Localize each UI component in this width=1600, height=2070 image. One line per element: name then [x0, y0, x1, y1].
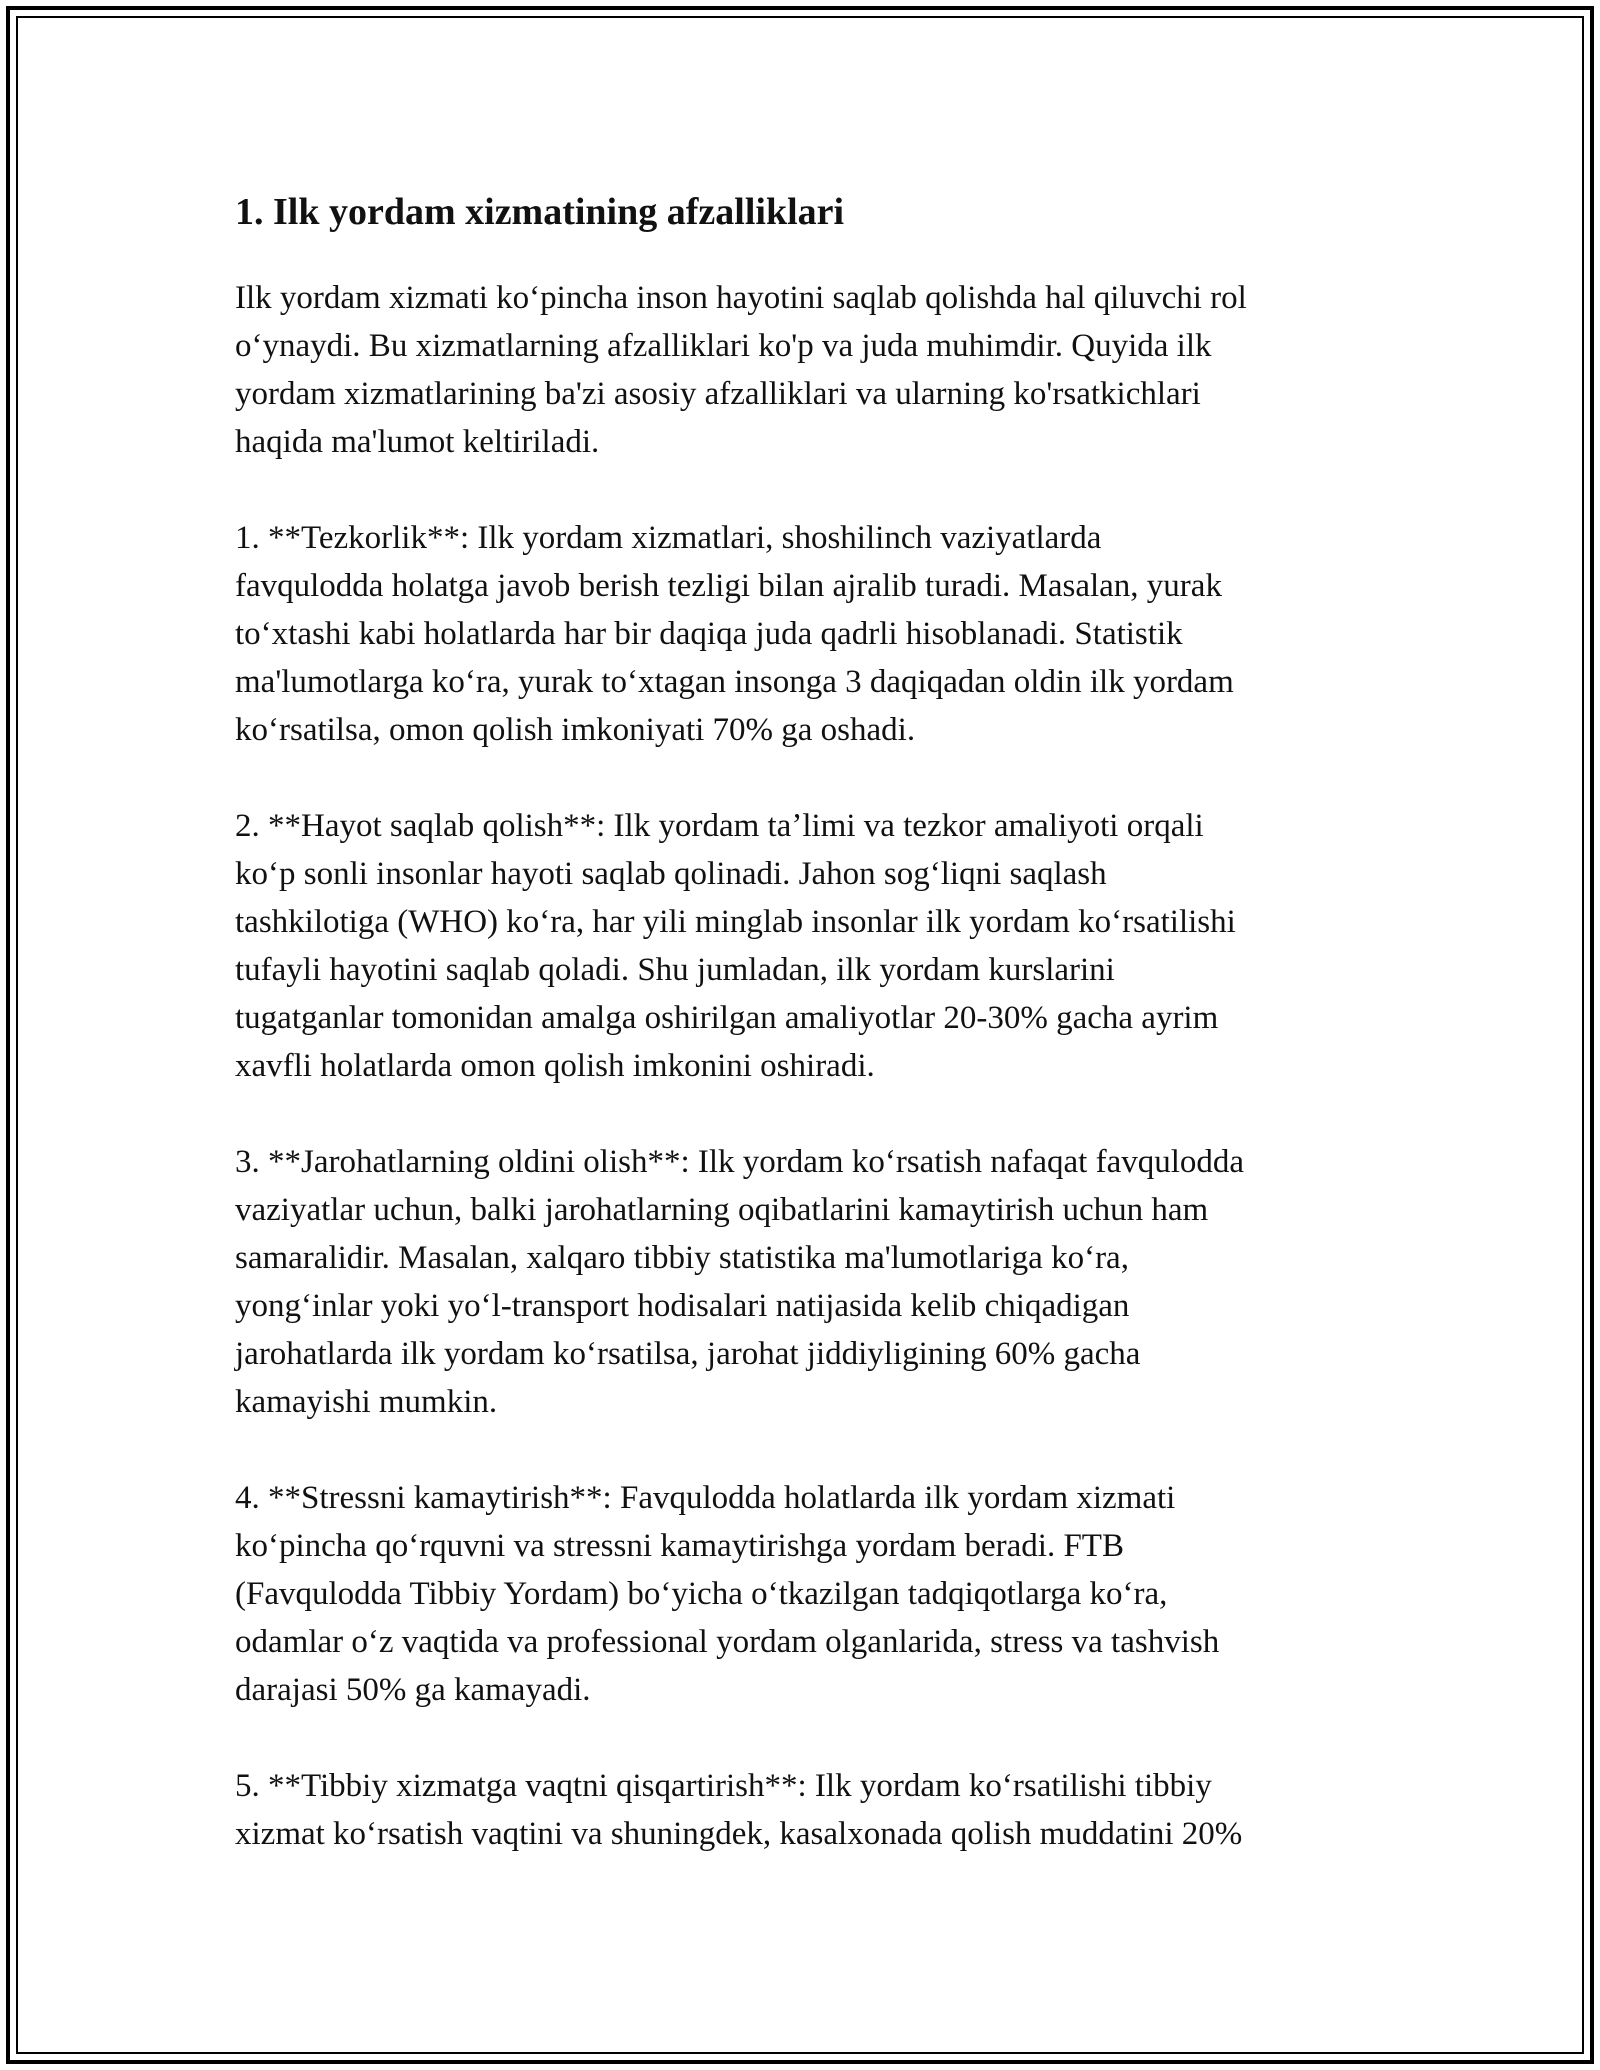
text-line: odamlar oʻz vaqtida va professional yordam olganlarida, stress va tashvish: [235, 1624, 1220, 1660]
text-line: 3. **Jarohatlarning oldini olish**: Ilk yordam koʻrsatish nafaqat favqulodda: [235, 1144, 1245, 1180]
text-line: oʻynaydi. Bu xizmatlarning afzalliklari ko'p va juda muhimdir. Quyida ilk: [235, 328, 1212, 364]
text-line: ma'lumotlarga koʻra, yurak toʻxtagan insonga 3 daqiqadan oldin ilk yordam: [235, 664, 1234, 700]
text-line: yordam xizmatlarining ba'zi asosiy afzalliklari va ularning ko'rsatkichlari: [235, 376, 1201, 412]
text-line: tashkilotiga (WHO) koʻra, har yili minglab insonlar ilk yordam koʻrsatilishi: [235, 904, 1236, 940]
point-1-paragraph: [235, 514, 1415, 754]
text-line: haqida ma'lumot keltiriladi.: [235, 424, 600, 460]
text-line: 4. **Stressni kamaytirish**: Favqulodda holatlarda ilk yordam xizmati: [235, 1480, 1176, 1516]
document-body: [235, 184, 1415, 1906]
text-line: xavfli holatlarda omon qolish imkonini oshiradi.: [235, 1048, 875, 1084]
text-line: koʻpincha qoʻrquvni va stressni kamaytirishga yordam beradi. FTB: [235, 1528, 1124, 1564]
point-3-paragraph: [235, 1138, 1415, 1426]
section-heading: 1. Ilk yordam xizmatining afzalliklari: [235, 191, 845, 233]
text-line: tugatganlar tomonidan amalga oshirilgan amaliyotlar 20-30% gacha ayrim: [235, 1000, 1219, 1036]
point-5-paragraph: [235, 1762, 1415, 1858]
intro-paragraph: [235, 274, 1415, 466]
text-line: favqulodda holatga javob berish tezligi bilan ajralib turadi. Masalan, yurak: [235, 568, 1222, 604]
text-line: xizmat koʻrsatish vaqtini va shuningdek, kasalxonada qolish muddatini 20%: [235, 1816, 1243, 1852]
text-line: toʻxtashi kabi holatlarda har bir daqiqa juda qadrli hisoblanadi. Statistik: [235, 616, 1183, 652]
text-line: samaralidir. Masalan, xalqaro tibbiy statistika ma'lumotlariga koʻra,: [235, 1240, 1129, 1276]
point-4-paragraph: [235, 1474, 1415, 1714]
text-line: (Favqulodda Tibbiy Yordam) boʻyicha oʻtkazilgan tadqiqotlarga koʻra,: [235, 1576, 1168, 1612]
text-line: darajasi 50% ga kamayadi.: [235, 1672, 591, 1708]
text-line: koʻp sonli insonlar hayoti saqlab qolinadi. Jahon sogʻliqni saqlash: [235, 856, 1107, 892]
point-2-paragraph: [235, 802, 1415, 1090]
text-line: 2. **Hayot saqlab qolish**: Ilk yordam taʼlimi va tezkor amaliyoti orqali: [235, 808, 1204, 844]
text-line: 1. **Tezkorlik**: Ilk yordam xizmatlari, shoshilinch vaziyatlarda: [235, 520, 1102, 556]
text-line: tufayli hayotini saqlab qoladi. Shu jumladan, ilk yordam kurslarini: [235, 952, 1115, 988]
text-line: vaziyatlar uchun, balki jarohatlarning oqibatlarini kamaytirish uchun ham: [235, 1192, 1209, 1228]
text-line: koʻrsatilsa, omon qolish imkoniyati 70% ga oshadi.: [235, 712, 916, 748]
text-line: jarohatlarda ilk yordam koʻrsatilsa, jarohat jiddiyligining 60% gacha: [235, 1336, 1141, 1372]
text-line: Ilk yordam xizmati koʻpincha inson hayotini saqlab qolishda hal qiluvchi rol: [235, 280, 1247, 316]
text-line: 5. **Tibbiy xizmatga vaqtni qisqartirish**: Ilk yordam koʻrsatilishi tibbiy: [235, 1768, 1212, 1804]
text-line: yongʻinlar yoki yoʻl-transport hodisalari natijasida kelib chiqadigan: [235, 1288, 1130, 1324]
text-line: kamayishi mumkin.: [235, 1384, 498, 1420]
